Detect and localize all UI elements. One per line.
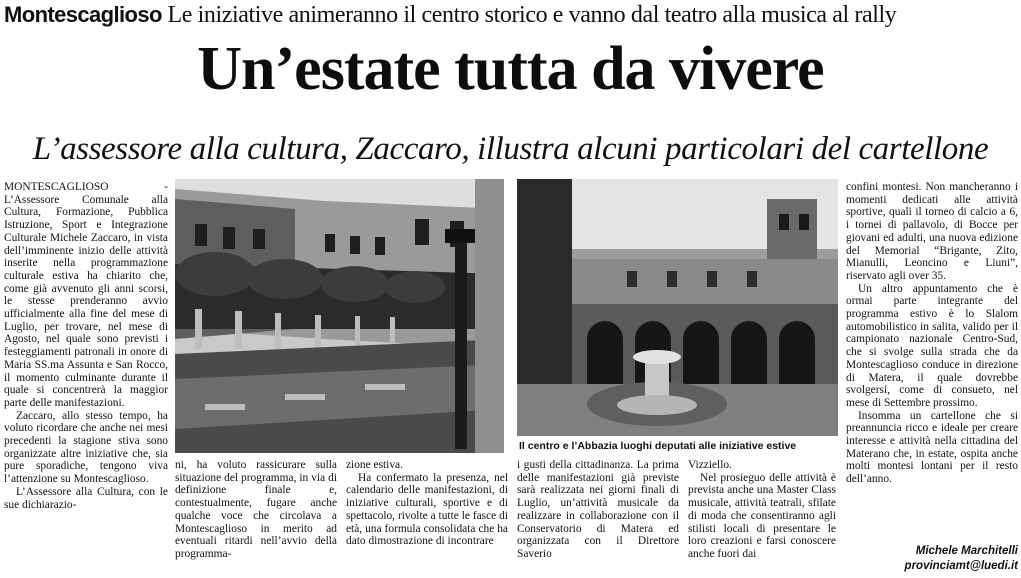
headline: Un’estate tutta da vivere: [197, 35, 824, 103]
photo-caption: Il centro e l’Abbazia luoghi deputati alle iniziative estive: [519, 440, 797, 452]
body-column-4: [517, 459, 679, 576]
kicker-text: Le iniziative animeranno il centro storico e vanno dal teatro alla musica al rally: [161, 2, 897, 28]
photo-town-center: [175, 179, 504, 453]
body-column-3: [346, 459, 508, 576]
paragraph: confini montesi. Non mancheranno i momenti dedicati alle attività sportive, quali il torneo di calcio a 6, i tornei di pallavolo, di Bocce per giovani ed adulti, una nuova edizione del Memorial “Brigante, Zito, Mianulli, Leoncino e Liuni”, riservato agli over 35.: [846, 181, 1018, 282]
paragraph: Zaccaro, allo stesso tempo, ha voluto ricordare che anche nei mesi precedenti la stagione stiva sono organizzate altre iniziative che, sia pure sporadiche, tengono viva l’attenzione su Montescaglioso.: [4, 409, 168, 486]
paragraph: Ha confermato la presenza, nel calendario delle manifestazioni, di iniziative culturali, sportive e di spettacolo, rivolte a tutte le fasce di età, una formula consolidata che ha dato dimostrazione di incontrare: [346, 471, 508, 548]
paragraph: Vizziello.: [688, 459, 732, 471]
photo-abbey: [517, 179, 838, 436]
paragraph: Nel prosieguo delle attività è prevista anche una Master Class musicale, attività teatrali, sfilate di moda che consentiranno agli stilisti locali di presentare le loro creazioni e farsi conoscere anche fuori dai: [688, 471, 836, 560]
town-street-image: [175, 179, 504, 453]
kicker-place: Montescaglioso: [4, 2, 162, 27]
paragraph: i gusti della cittadinanza. La prima delle manifestazioni già previste sarà realizzata nei giorni finali di Luglio, un’attività musicale da realizzare in collaborazione con il Conservatorio di Matera ed organizzata con il Direttore Saverio: [517, 459, 679, 560]
author-name: Michele Marchitelli: [915, 545, 1018, 557]
paragraph: Insomma un cartellone che si preannuncia ricco e ideale per creare interesse e attività nella cittadina del Materano che, in estate, ospita anche molti montesi lontani per il resto dell’anno.: [846, 409, 1018, 486]
paragraph: ni, ha voluto rassicurare sulla situazione del programma, in via di definizione finale e, contestualmente, fugare anche qualche voce che circolava a Montescaglioso in merito ad eventuali ritardi nell’avvio della programma-: [175, 459, 337, 560]
kicker: [4, 0, 1018, 30]
paragraph: MONTESCAGLIOSO - L’Assessore Comunale alla Cultura, Formazione, Pubblica Istruzione, Sport e Integrazione Culturale Michele Zaccaro, in vista dell’imminente inizio delle attività inserite nella programmazione culturale estiva ha chiarito che, come già avvenuto gli anni scorsi, le stesse prenderanno avvio ufficialmente alla fine del mese di Luglio, per trovare, nel mese di Agosto, nel quale sono previsti i festeggiamenti patronali in onore di Maria SS.ma Assunta e San Rocco, il momento culminante durante il quale si concentrerà la maggior parte delle manifestazioni.: [4, 181, 168, 409]
body-column-6: [846, 181, 1018, 541]
abbey-courtyard-image: [517, 179, 838, 436]
body-column-5: [688, 459, 836, 576]
body-column-1: [4, 181, 168, 576]
author-email: provinciamt@luedi.it: [904, 560, 1018, 572]
paragraph: Un altro appuntamento che è ormai parte integrante del programma estivo è lo Slalom automobilistico in salita, valido per il campionato nazionale Centro-Sud, che si svolge sulla strada che da Montescaglioso conduce in direzione di Matera, il quale dovrebbe svolgersi, come di consueto, nel mese di Settembre prossimo.: [846, 282, 1018, 409]
paragraph: zione estiva.: [346, 459, 403, 471]
paragraph: L’Assessore alla Cultura, con le sue dichiarazio-: [4, 485, 168, 511]
subheadline: L’assessore alla cultura, Zaccaro, illustra alcuni particolari del cartellone: [32, 131, 989, 167]
body-column-2: [175, 459, 337, 576]
